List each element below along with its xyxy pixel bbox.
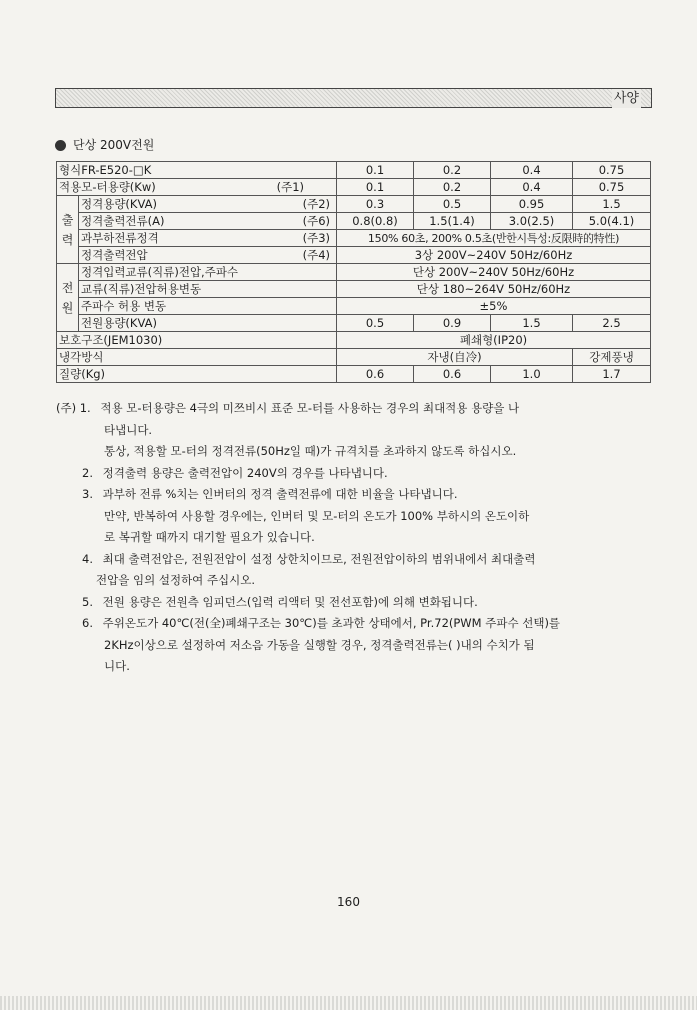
table-row-power-capacity (57, 315, 651, 332)
power-group-label: 전 원 (57, 264, 79, 332)
overload-label: 과부하전류정격 (81, 230, 159, 245)
note-text: 과부하 전류 %치는 인버터의 정격 출력전류에 대한 비율을 나타냅니다. (102, 487, 458, 501)
current-label: 정격출력전류(A) (81, 213, 165, 228)
voltage-label: 정격출력전압 (81, 247, 148, 262)
table-cell: 0.2 (414, 162, 491, 179)
note-ref: (주2) (302, 196, 330, 211)
table-cell: 0.1 (337, 179, 414, 196)
note-prefix: 4. (82, 551, 93, 566)
note-line (56, 463, 660, 485)
note-line (56, 549, 660, 571)
section-title-row (55, 137, 154, 153)
note-prefix: 2. (82, 465, 93, 480)
table-cell: 5.0(4.1) (573, 213, 651, 230)
capacity-label: 정격용량(KVA) (81, 196, 157, 211)
power-cap-label: 전원용량(KVA) (79, 315, 337, 332)
table-cell: 3.0(2.5) (491, 213, 573, 230)
note-line: 니다. (104, 659, 130, 673)
note-text: 최대 출력전압은, 전원전압이 설정 상한치이므로, 전원전압이하의 범위내에서 최대출력 (102, 551, 536, 566)
note-line (56, 484, 660, 506)
voltage-label-cell (79, 247, 337, 264)
variation-label: 교류(직류)전압허용변동 (79, 281, 337, 298)
input-label: 정격입력교류(직류)전압,주파수 (79, 264, 337, 281)
cooling-label: 냉각방식 (57, 349, 337, 366)
table-cell: 0.95 (491, 196, 573, 213)
table-cell: 3상 200V~240V 50Hz/60Hz (337, 247, 651, 264)
note-line (56, 592, 660, 614)
note-prefix: 3. (82, 487, 93, 501)
table-cell: 0.5 (337, 315, 414, 332)
table-cell: 0.4 (491, 162, 573, 179)
table-row-protection (57, 332, 651, 349)
table-cell: 0.6 (337, 366, 414, 383)
note-text: 적용 모-터용량은 4극의 미쯔비시 표준 모-터를 사용하는 경우의 최대적용 용량을 나 (100, 401, 520, 415)
table-row-input (57, 264, 651, 281)
table-cell: 폐쇄형(IP20) (337, 332, 651, 349)
page-number: 160 (337, 895, 360, 909)
table-row-frequency (57, 298, 651, 315)
table-cell: 1.5 (491, 315, 573, 332)
note-text: 주위온도가 40℃(전(全)폐쇄구조는 30℃)를 초과한 상태에서, Pr.72(PWM 주파수 선택)를 (102, 616, 561, 630)
notes-section (56, 398, 660, 678)
note-text: 정격출력 용량은 출력전압이 240V의 경우를 나타냅니다. (102, 465, 388, 480)
table-cell: 0.2 (414, 179, 491, 196)
scan-edge (0, 996, 697, 1010)
table-row-voltage (57, 247, 651, 264)
note-ref: (주3) (302, 230, 330, 245)
note-line: 전압을 임의 설정하여 주십시오. (96, 573, 256, 587)
table-row-current (57, 213, 651, 230)
spec-table (56, 161, 651, 383)
mass-label: 질량(Kg) (57, 366, 337, 383)
note-line: 통상, 적용할 모-터의 정격전류(50Hz일 때)가 규격치를 초과하지 않도록 하십시오. (104, 444, 517, 458)
header-bar (55, 88, 652, 108)
note-line: 2KHz이상으로 설정하여 저소음 가동을 실행할 경우, 정격출력전류는( )내의 수치가 됨 (104, 637, 535, 652)
overload-label-cell (79, 230, 337, 247)
note-prefix: 5. (82, 594, 93, 609)
motor-label-cell (57, 179, 337, 196)
table-cell: 1.5(1.4) (414, 213, 491, 230)
table-cell: 0.8(0.8) (337, 213, 414, 230)
table-row-motor (57, 179, 651, 196)
capacity-label-cell (79, 196, 337, 213)
note-line (56, 613, 660, 635)
table-row-cooling (57, 349, 651, 366)
table-cell: 2.5 (573, 315, 651, 332)
bullet-icon (55, 140, 66, 151)
note-line (56, 398, 660, 420)
table-cell: 0.3 (337, 196, 414, 213)
protection-label: 보호구조(JEM1030) (57, 332, 337, 349)
section-title: 단상 200V전원 (73, 138, 155, 152)
note-ref: (주4) (302, 247, 330, 262)
table-cell: 0.75 (573, 162, 651, 179)
motor-label: 적용모-터용량(Kw) (59, 179, 156, 194)
note-prefix: (주) 1. (56, 401, 91, 415)
table-row-model (57, 162, 651, 179)
note-prefix: 6. (82, 616, 93, 630)
table-cell: 0.1 (337, 162, 414, 179)
table-row-variation (57, 281, 651, 298)
current-label-cell (79, 213, 337, 230)
note-line: 만약, 반복하여 사용할 경우에는, 인버터 및 모-터의 온도가 100% 부하시의 온도이하 (104, 508, 530, 523)
note-ref: (주6) (302, 213, 330, 228)
table-cell: 1.7 (573, 366, 651, 383)
table-cell: 강제풍냉 (573, 349, 651, 366)
table-row-overload (57, 230, 651, 247)
table-row-mass (57, 366, 651, 383)
note-text: 전원 용량은 전원측 임피던스(입력 리액터 및 전선포함)에 의해 변화됩니다. (102, 594, 478, 609)
table-cell: 0.5 (414, 196, 491, 213)
header-title: 사양 (613, 91, 639, 106)
table-cell: 0.6 (414, 366, 491, 383)
table-cell: 0.9 (414, 315, 491, 332)
table-cell: 1.5 (573, 196, 651, 213)
note-line: 로 복귀할 때까지 대기할 필요가 있습니다. (104, 530, 315, 544)
table-cell: 0.4 (491, 179, 573, 196)
output-group-label: 출 력 (57, 196, 79, 264)
table-cell: 자냉(自冷) (337, 349, 573, 366)
table-row-capacity (57, 196, 651, 213)
table-cell: 단상 180~264V 50Hz/60Hz (337, 281, 651, 298)
table-cell: 150% 60초, 200% 0.5초(반한시특성:反限時的特性) (337, 230, 651, 247)
frequency-label: 주파수 허용 변동 (79, 298, 337, 315)
table-cell: 1.0 (491, 366, 573, 383)
model-label: 형식FR-E520-□K (57, 162, 337, 179)
note-line: 타냅니다. (104, 422, 153, 437)
note-ref: (주1) (276, 179, 304, 194)
table-cell: 0.75 (573, 179, 651, 196)
table-cell: 단상 200V~240V 50Hz/60Hz (337, 264, 651, 281)
table-cell: ±5% (337, 298, 651, 315)
